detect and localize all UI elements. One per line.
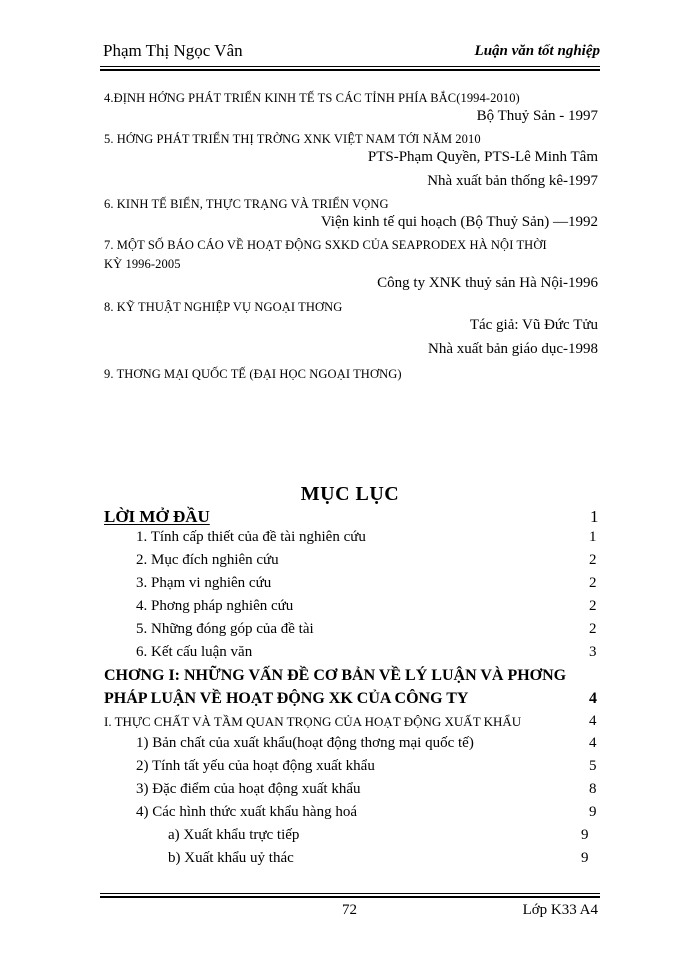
reference-5-source-publisher: Nhà xuất bản thống kê-1997 [427,173,598,189]
reference-4-source: Bộ Thuỷ Sản - 1997 [476,108,598,124]
reference-9-title: 9. THƠNG MẠI QUỐC TẾ (ĐẠI HỌC NGOẠI THƠNG) [104,367,402,381]
toc-entry-page: 2 [589,575,597,591]
toc-entry-page: 2 [589,598,597,614]
toc-entry-label: 1) Bản chất của xuất khẩu(hoạt động thơng mại quốc tế) [136,735,474,751]
toc-entry-label: CHƠNG I: NHỮNG VẤN ĐỀ CƠ BẢN VỀ LÝ LUẬN VÀ PHƠNG [104,667,567,684]
toc-entry-label: 1. Tính cấp thiết của đề tài nghiên cứu [136,529,366,545]
toc-entry-label: 4. Phơng pháp nghiên cứu [136,598,294,614]
toc-entry-page: 4 [589,713,597,729]
toc-entry-page: 5 [589,758,597,774]
reference-7-title: 7. MỘT SỐ BÁO CÁO VỀ HOẠT ĐỘNG SXKD CỦA SEAPRODEX HÀ NỘI THỜI [104,238,547,252]
footer-class-label: Lớp K33 A4 [522,902,598,918]
toc-entry-page: 1 [589,529,597,545]
toc-entry-page: 4 [589,690,597,707]
toc-entry-label: 2. Mục đích nghiên cứu [136,552,279,568]
toc-entry-page: 1 [590,507,599,526]
toc-heading: MỤC LỤC [300,483,400,505]
reference-8-source-author: Tác giả: Vũ Đức Tửu [469,317,598,333]
toc-entry-label: 5. Những đóng góp của đề tài [136,621,314,637]
reference-5-source-authors: PTS-Phạm Quyền, PTS-Lê Minh Tâm [367,149,598,165]
toc-entry-label: a) Xuất khẩu trực tiếp [168,827,300,843]
header-rule-thick [100,69,600,71]
toc-entry-label: 4) Các hình thức xuất khẩu hàng hoá [136,804,357,820]
reference-7-title-cont: KỲ 1996-2005 [104,257,181,271]
toc-entry-page: 9 [581,827,589,843]
reference-6-title: 6. KINH TẾ BIỂN, THỰC TRẠNG VÀ TRIỂN VỌNG [104,197,389,211]
header-rule [100,66,600,67]
toc-entry-page: 9 [589,804,597,820]
toc-entry-page: 9 [581,850,589,866]
footer-rule-thick [100,896,600,898]
toc-entry-label-cont: PHÁP LUẬN VỀ HOẠT ĐỘNG XK CỦA CÔNG TY [104,690,469,707]
toc-entry-page: 4 [589,735,597,751]
toc-entry-label: LỜI MỞ ĐẦU [104,507,210,526]
reference-5-title: 5. HỚNG PHÁT TRIỂN THỊ TRỜNG XNK VIỆT NAM TỚI NĂM 2010 [104,132,481,146]
toc-entry-page: 2 [589,552,597,568]
header-author: Phạm Thị Ngọc Vân [103,41,243,60]
toc-entry-label: 6. Kết cấu luận văn [136,644,253,660]
toc-entry-label: 2) Tính tất yếu của hoạt động xuất khẩu [136,758,375,774]
reference-8-title: 8. KỸ THUẬT NGHIỆP VỤ NGOẠI THƠNG [104,300,343,314]
footer-rule [100,893,600,894]
header-doc-type: Luận văn tốt nghiệp [474,43,600,59]
toc-entry-page: 3 [589,644,597,660]
toc-entry-label: 3. Phạm vi nghiên cứu [136,575,272,591]
toc-entry-label: 3) Đặc điểm của hoạt động xuất khẩu [136,781,361,797]
reference-8-source-publisher: Nhà xuất bản giáo dục-1998 [428,341,598,357]
reference-4-title: 4.ĐỊNH HỚNG PHÁT TRIỂN KINH TẾ TS CÁC TỈNH PHÍA BẮC(1994-2010) [104,91,520,105]
reference-6-source: Viện kinh tế qui hoạch (Bộ Thuỷ Sản) —1992 [320,214,598,230]
toc-entry-page: 2 [589,621,597,637]
toc-entry-page: 8 [589,781,597,797]
toc-entry-label: b) Xuất khẩu uỷ thác [168,850,294,866]
toc-entry-label: I. THỰC CHẤT VÀ TẦM QUAN TRỌNG CỦA HOẠT ĐỘNG XUẤT KHẨU [104,714,522,729]
reference-7-source: Công ty XNK thuỷ sản Hà Nội-1996 [377,275,598,291]
footer-page-number: 72 [342,902,357,918]
